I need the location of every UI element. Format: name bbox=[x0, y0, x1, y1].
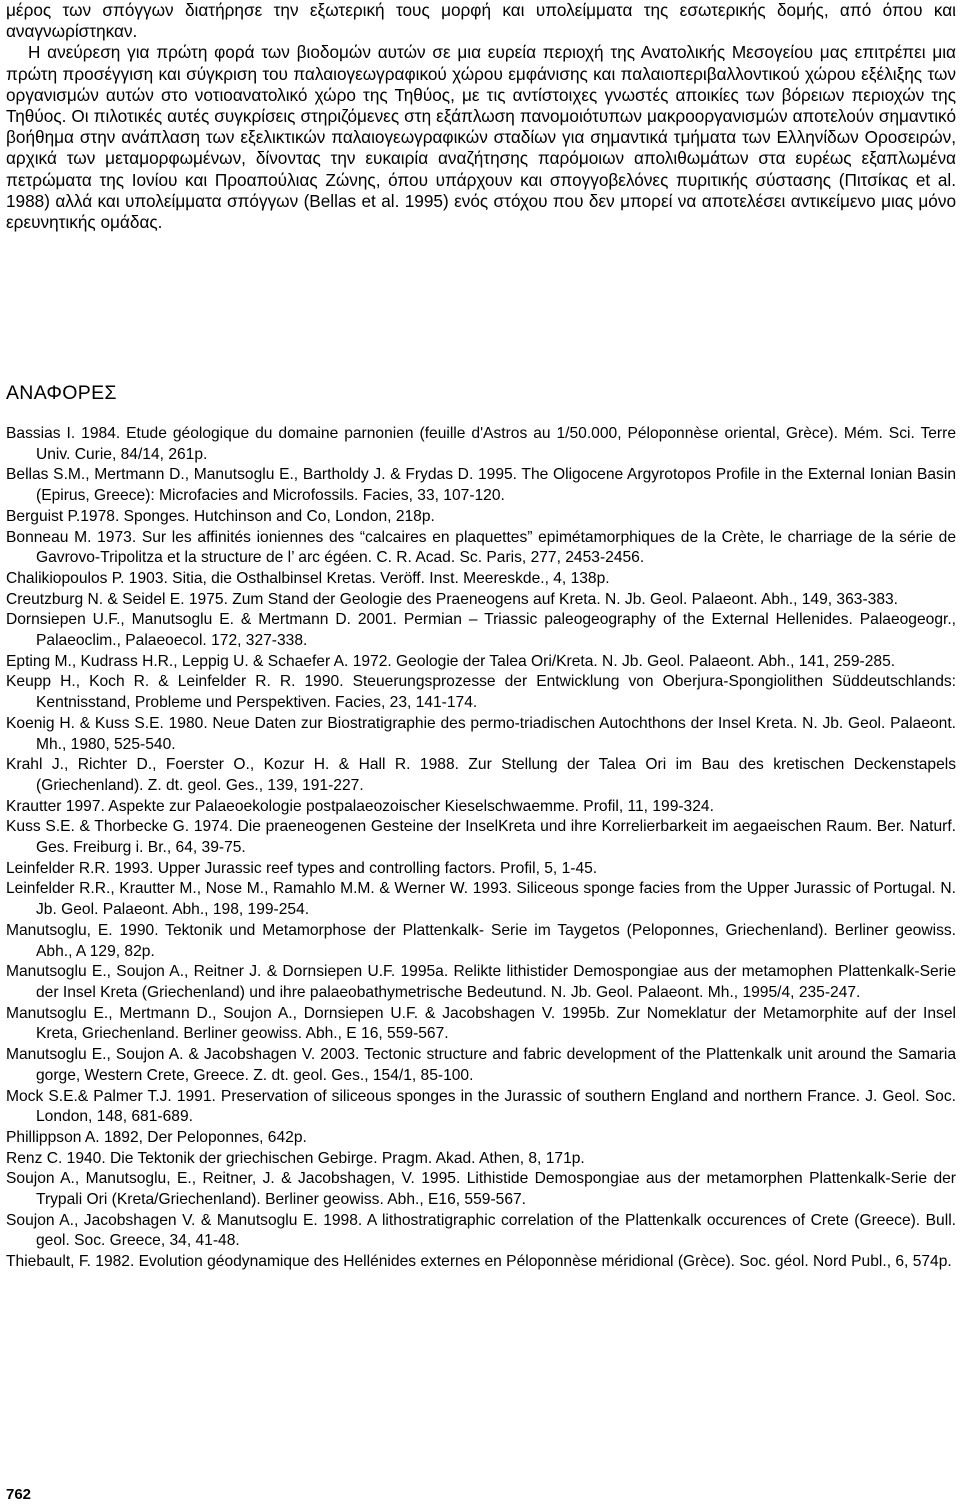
reference-item: Bellas S.M., Mertmann D., Manutsoglu E., Bartholdy J. & Frydas D. 1995. The Oligocene Argyrotopos Profile in the External Ionian Basin (Epirus, Greece): Microfacies and Microfossils. Facies, 33, 107-120. bbox=[6, 466, 956, 505]
reference-item: Krautter 1997. Aspekte zur Palaeoekologie postpalaeozoischer Kieselschwaemme. Profil, 11, 199-324. bbox=[6, 797, 714, 815]
references-list bbox=[6, 424, 956, 1273]
reference-item: Dornsiepen U.F., Manutsoglu E. & Mertmann D. 2001. Permian – Triassic paleogeography of the External Hellenides. Palaeogeogr., Palaeoclim., Palaeoecol. 172, 327-338. bbox=[6, 611, 956, 650]
reference-item: Bassias I. 1984. Etude géologique du domaine parnonien (feuille d'Astros au 1/50.000, Péloponnèse oriental, Grèce). Mém. Sci. Terre Univ. Curie, 84/14, 261p. bbox=[6, 425, 956, 463]
reference-item: Kuss S.E. & Thorbecke G. 1974. Die praeneogenen Gesteine der InselKreta und ihre Korrelierbarkeit im aegaeischen Raum. Ber. Naturf. Ges. Freiburg i. Br., 64, 39-75. bbox=[6, 818, 956, 857]
reference-item: Phillippson A. 1892, Der Peloponnes, 642p. bbox=[6, 1128, 307, 1146]
reference-item: Leinfelder R.R., Krautter M., Nose M., Ramahlo M.M. & Werner W. 1993. Siliceous sponge facies from the Upper Jurassic of Portugal. N. Jb. Geol. Palaeont. Abh., 198, 199-254. bbox=[6, 880, 956, 919]
reference-item: Leinfelder R.R. 1993. Upper Jurassic reef types and controlling factors. Profil, 5, 1-45. bbox=[6, 859, 598, 877]
reference-item: Berguist P.1978. Sponges. Hutchinson and Co, London, 218p. bbox=[6, 507, 435, 525]
page-number: 762 bbox=[6, 1486, 32, 1503]
document-page bbox=[6, 0, 956, 1271]
reference-item: Krahl J., Richter D., Foerster O., Kozur H. & Hall R. 1988. Zur Stellung der Talea Ori im Bau des kretischen Deckenstapels (Griechenland). Z. dt. geol. Ges., 139, 191-227. bbox=[6, 756, 956, 794]
reference-item: Bonneau M. 1973. Sur les affinités ioniennes des “calcaires en plaquettes” epimétamorphiques de la Crète, le charriage de la série de Gavrovo-Tripolitza et la structure de l’ arc égéen. C. R. Acad. Sc. Paris, 277, 2453-2456. bbox=[6, 528, 956, 567]
reference-item: Manutsoglu E., Soujon A., Reitner J. & Dornsiepen U.F. 1995a. Relikte lithistider Demospongiae aus der metamophen Plattenkalk-Serie der Insel Kreta (Griechenland) und ihre palaeobathymetrische Bedeutund. N. Jb. Geol. Palaeont. Mh., 1995/4, 235-247. bbox=[6, 963, 956, 1001]
reference-item: Soujon A., Jacobshagen V. & Manutsoglu E. 1998. A lithostratigraphic correlation of the Plattenkalk occurences of Crete (Greece). Bull. geol. Soc. Greece, 34, 41-48. bbox=[6, 1211, 956, 1250]
reference-item: Keupp H., Koch R. & Leinfelder R. R. 1990. Steuerungsprozesse der Entwicklung von Oberjura-Spongiolithen Süddeutschlands: Kentnisstand, Probleme und Perspektiven. Facies, 23, 141-174. bbox=[6, 673, 956, 712]
paragraph: Η ανεύρεση για πρώτη φορά των βιοδομών αυτών σε μια ευρεία περιοχή της Ανατολικής Μεσογείου μας επιτρέπει μια πρώτη προσέγγιση και σύγκριση του παλαιογεωγραφικού χώρου εμφάνισης και παλαιοπεριβαλλοντικού χώρου εξέλιξης των οργανισμών αυτών στο νοτιοανατολικό χώρο της Τηθύος, με τις αντίστοιχες γνωστές αποικίες των βόρειων περιοχών της Τηθύος. Οι πιλοτικές αυτές συγκρίσεις στηριζόμενες στη εξάπλωση πανομοιότυπων μακροοργανισμών αποτελούν σημαντικό βοήθημα στην ανάπλαση των εξελικτικών παλαιογεωγραφικών σταδίων για σημαντικά τμήματα των Ελληνίδων Οροσειρών, αρχικά των μεταμορφωμένων, δίνοντας την ευκαιρία αναζήτησης παρόμοιων απολιθωμάτων στα ευρέως εξαπλωμένα πετρώματα της Ιονίου και Προαπούλιας Ζώνης, όπου υπάρχουν και σπογγοβελόνες πυριτικής σύστασης (Πιτσίκας et al. 1988) αλλά και υπολείμματα σπόγγων (Bellas et al. 1995) ενός στόχου που δεν μπορεί να αποτελέσει αντικείμενο μιας μόνο ερευνητικής ομάδας. bbox=[6, 42, 956, 233]
reference-item: Mock S.E.& Palmer T.J. 1991. Preservation of siliceous sponges in the Jurassic of southern England and northern France. J. Geol. Soc. London, 148, 681-689. bbox=[6, 1087, 956, 1126]
reference-item: Manutsoglu E., Mertmann D., Soujon A., Dornsiepen U.F. & Jacobshagen V. 1995b. Zur Nomeklatur der Metamorphite auf der Insel Kreta, Griechenland. Berliner geowiss. Abh., E 16, 559-567. bbox=[6, 1004, 956, 1043]
reference-item: Manutsoglu, E. 1990. Tektonik und Metamorphose der Plattenkalk- Serie im Taygetos (Peloponnes, Griechenland). Berliner geowiss. Abh., A 129, 82p. bbox=[6, 921, 956, 960]
reference-item: Renz C. 1940. Die Tektonik der griechischen Gebirge. Pragm. Akad. Athen, 8, 171p. bbox=[6, 1149, 585, 1167]
reference-item: Epting M., Kudrass H.R., Leppig U. & Schaefer A. 1972. Geologie der Talea Ori/Kreta. N. Jb. Geol. Palaeont. Abh., 141, 259-285. bbox=[6, 652, 896, 670]
reference-item: Thiebault, F. 1982. Evolution géodynamique des Hellénides externes en Péloponnèse méridional (Grèce). Soc. géol. Nord Publ., 6, 574p. bbox=[6, 1253, 952, 1271]
reference-item: Creutzburg N. & Seidel E. 1975. Zum Stand der Geologie des Praeneogens auf Kreta. N. Jb. Geol. Palaeont. Abh., 149, 363-383. bbox=[6, 590, 898, 608]
reference-item: Chalikiopoulos P. 1903. Sitia, die Osthalbinsel Kretas. Veröff. Inst. Meereskde., 4, 138p. bbox=[6, 569, 610, 587]
reference-item: Soujon A., Manutsoglu, E., Reitner, J. & Jacobshagen, V. 1995. Lithistide Demospongiae aus der metamorphen Plattenkalk-Serie der Trypali Ori (Kreta/Griechenland). Berliner geowiss. Abh., E16, 559-567. bbox=[6, 1170, 956, 1209]
paragraph-continued: μέρος των σπόγγων διατήρησε την εξωτερική τους μορφή και υπολείμματα της εσωτερικής δομής, από όπου και αναγνωρίστηκαν. bbox=[6, 0, 956, 42]
references-heading: ΑΝΑΦΟΡΕΣ bbox=[6, 382, 117, 404]
reference-item: Koenig H. & Kuss S.E. 1980. Neue Daten zur Biostratigraphie des permo-triadischen Autochthons der Insel Kreta. N. Jb. Geol. Palaeont. Mh., 1980, 525-540. bbox=[6, 714, 956, 753]
reference-item: Manutsoglu E., Soujon A. & Jacobshagen V. 2003. Tectonic structure and fabric development of the Plattenkalk unit around the Samaria gorge, Western Crete, Greece. Z. dt. geol. Ges., 154/1, 85-100. bbox=[6, 1046, 956, 1084]
body-text bbox=[6, 0, 956, 233]
